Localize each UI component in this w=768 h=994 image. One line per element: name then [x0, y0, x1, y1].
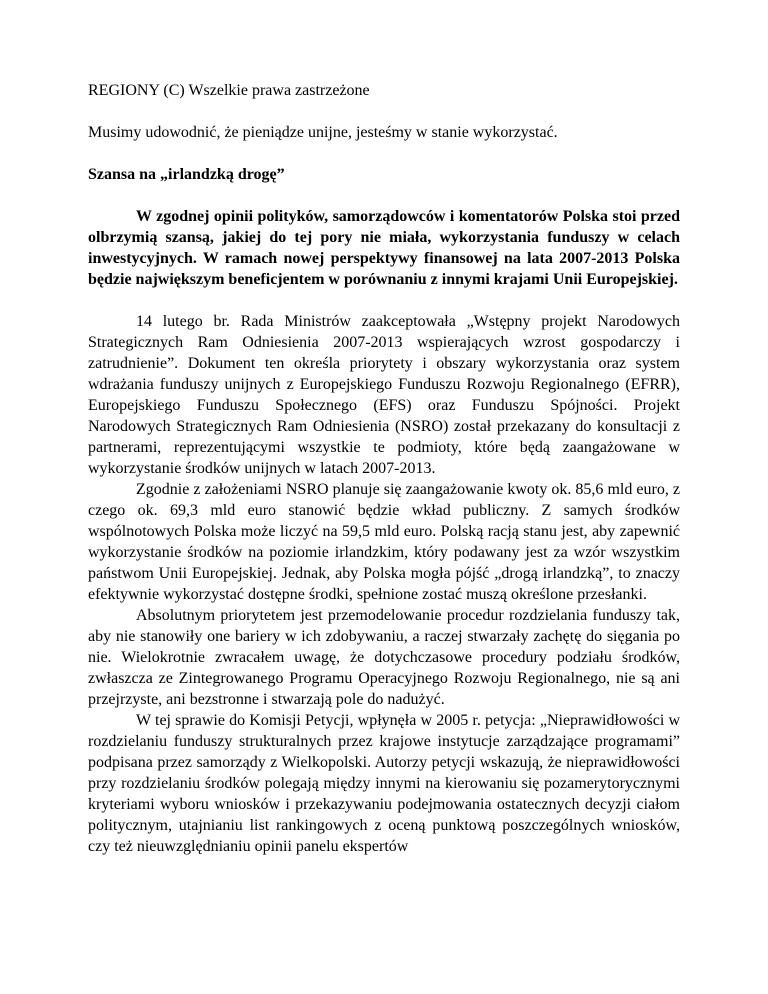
- article-lead: W zgodnej opinii polityków, samorządowców i komentatorów Polska stoi przed olbrzymią szansą, jakiej do tej pory nie miała, wykorzystania funduszy w celach inwestycyjnych. W ramach nowej perspektywy finansowej na lata 2007-2013 Polska będzie największym beneficjentem w porównaniu z innymi krajami Unii Europejskiej.: [88, 208, 680, 288]
- document-header: REGIONY (C) Wszelkie prawa zastrzeżone: [88, 82, 370, 99]
- body-paragraph: 14 lutego br. Rada Ministrów zaakceptowała „Wstępny projekt Narodowych Strategicznych Ram Odniesienia 2007-2013 wspierających wzrost gospodarczy i zatrudnienie”. Dokument ten określa priorytety i obszary wykorzystania oraz system wdrażania funduszy unijnych z Europejskiego Funduszu Rozwoju Regionalnego (EFRR), Europejskiego Funduszu Społecznego (EFS) oraz Funduszu Spójności. Projekt Narodowych Strategicznych Ram Odniesienia (NSRO) został przekazany do konsultacji z partnerami, reprezentującymi wszystkie te podmioty, które będą zaangażowane w wykorzystanie środków unijnych w latach 2007-2013.: [88, 313, 680, 477]
- article-heading: Szansa na „irlandzką drogę”: [88, 166, 285, 183]
- body-paragraph: Absolutnym priorytetem jest przemodelowanie procedur rozdzielania funduszy tak, aby nie stanowiły one bariery w ich zdobywaniu, a raczej stwarzały zachętę do sięgania po nie. Wielokrotnie zwracałem uwagę, że dotychczasowe procedury podziału środków, zwłaszcza ze Zintegrowanego Programu Operacyjnego Rozwoju Regionalnego, nie są ani przejrzyste, ani bezstronne i stwarzają pole do nadużyć.: [88, 607, 680, 708]
- document-subtitle: Musimy udowodnić, że pieniądze unijne, jesteśmy w stanie wykorzystać.: [88, 124, 558, 141]
- body-paragraph: Zgodnie z założeniami NSRO planuje się zaangażowanie kwoty ok. 85,6 mld euro, z czego ok. 69,3 mld euro stanowić będzie wkład publiczny. Z samych środków wspólnotowych Polska może liczyć na 59,5 mld euro. Polską racją stanu jest, aby zapewnić wykorzystanie środków na poziomie irlandzkim, który podawany jest za wzór wszystkim państwom Unii Europejskiej. Jednak, aby Polska mogła pójść „drogą irlandzką”, to znaczy efektywnie wykorzystać dostępne środki, spełnione zostać muszą określone przesłanki.: [88, 481, 680, 603]
- document-page: [88, 80, 680, 857]
- body-paragraph: W tej sprawie do Komisji Petycji, wpłynęła w 2005 r. petycja: „Nieprawidłowości w rozdzielaniu funduszy strukturalnych przez krajowe instytucje zarządzające programami” podpisana przez samorządy z Wielkopolski. Autorzy petycji wskazują, że nieprawidłowości przy rozdzielaniu środków polegają między innymi na kierowaniu się pozamerytorycznymi kryteriami wyboru wniosków i przekazywaniu podejmowania ostatecznych decyzji ciałom politycznym, utajnianiu list rankingowych z oceną punktową poszczególnych wniosków, czy też nieuwzględnianiu opinii panelu ekspertów: [88, 712, 680, 855]
